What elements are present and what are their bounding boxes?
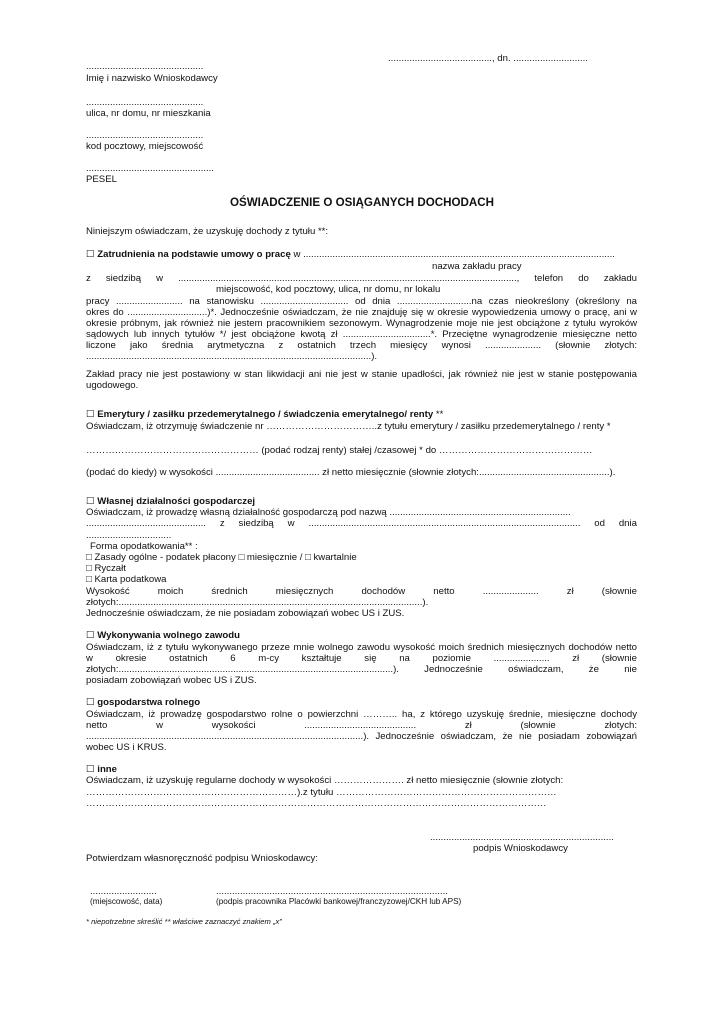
business-heading-line: [86, 496, 255, 507]
freelance-line-2: w okresie ostatnich 6 m-cy kształtuje się na poziomie ..................... zł (słownie: [86, 653, 637, 664]
applicant-signature-label: podpis Wnioskodawcy: [473, 843, 568, 854]
employment-heading: Zatrudnienia na podstawie umowy o pracę: [97, 249, 291, 260]
freelance-heading-line: [86, 630, 240, 641]
freelance-line-4: posiadam zobowiązań wobec US i ZUS.: [86, 675, 257, 686]
pesel-label: PESEL: [86, 174, 117, 185]
place-date-line: ......................................., dn. ............................: [388, 53, 588, 64]
name-dots: ............................................: [86, 61, 204, 72]
signature-confirmation-text: Potwierdzam własnoręczność podpisu Wnioskodawcy:: [86, 853, 318, 864]
farm-line-2: netto w wysokości .......................................... zł (słownie złotych:: [86, 720, 637, 731]
business-heading: Własnej działalności gospodarczej: [97, 496, 256, 507]
employment-line-8: sądowych lub innych tytułów */ jest obciążone kwotą zł .................................*. Przeciętne wynagrodzenie miesięczne netto: [86, 329, 637, 340]
other-heading: inne: [97, 764, 118, 775]
freelance-line-3: złotych:.......................................................................................................). Jednocześnie oświadczam, że nie: [86, 664, 637, 675]
farm-line-1: Oświadczam, iż prowadzę gospodarstwo rolne o powierzchni ……….. ha, z którego uzyskuję średnie, miesięczne dochody: [86, 709, 637, 720]
employment-heading-line: [86, 249, 615, 260]
employment-line-5: pracy ......................... na stanowisku ................................. od dnia ............................na czas nieokreślony (określony na: [86, 296, 637, 307]
business-line-8: Wysokość moich średnich miesięcznych dochodów netto ..................... zł (słownie: [86, 586, 637, 597]
document-title: OŚWIADCZENIE O OSIĄGANYCH DOCHODACH: [229, 196, 495, 209]
freelance-checkbox[interactable]: ☐: [86, 630, 95, 641]
farm-line-3: ........................................................................................................). Jednocześnie oświadczam, że nie posiadam zobowiązań: [86, 731, 637, 742]
employer-address-hint: miejscowość, kod pocztowy, ulica, nr domu, nr lokalu: [216, 284, 441, 295]
applicant-signature-dots: .....................................................................: [430, 832, 614, 843]
business-line-3: ................................: [86, 530, 172, 541]
street-dots: ............................................: [86, 97, 204, 108]
employment-line-3: z siedzibą w ..............................................................................................................................., telefon do zakładu: [86, 273, 637, 284]
other-heading-line: [86, 764, 117, 775]
business-line-10: Jednocześnie oświadczam, że nie posiadam zobowiązań wobec US i ZUS.: [86, 608, 405, 619]
tax-card-option[interactable]: □ Karta podatkowa: [86, 574, 167, 585]
employer-status-line-1: Zakład pracy nie jest postawiony w stan likwidacji ani nie jest w stanie upadłości, jak również nie jest w stanie postępowania: [86, 369, 637, 380]
employer-status-line-2: ugodowego.: [86, 380, 139, 391]
employment-checkbox[interactable]: ☐: [86, 249, 95, 260]
other-line-2: …………………………………………………………).z tytułu ……………………………………………………………: [86, 787, 557, 798]
freelance-line-1: Oświadczam, iż z tytułu wykonywanego przeze mnie wolnego zawodu wysokość moich średnich miesięcznych dochodów netto: [86, 642, 637, 653]
footnote: * niepotrzebne skreślić ** właściwe zaznaczyć znakiem „x”: [86, 917, 282, 926]
place-date-label: (miejscowość, data): [90, 897, 163, 906]
pension-stars: **: [435, 409, 444, 420]
employment-line-10: ...........................................................................................................).: [86, 351, 378, 362]
tax-form-label: Forma opodatkowania** :: [90, 541, 198, 552]
postcode-label: kod pocztowy, miejscowość: [86, 141, 204, 152]
pension-line-3: (podać do kiedy) w wysokości ....................................... zł netto miesięcznie (słownie złotych:.................................................).: [86, 467, 616, 478]
street-label: ulica, nr domu, nr mieszkania: [86, 108, 211, 119]
farm-heading: gospodarstwa rolnego: [97, 697, 201, 708]
business-line-1: Oświadczam, iż prowadzę własną działalność gospodarczą pod nazwą ....................................................................: [86, 507, 571, 518]
freelance-heading: Wykonywania wolnego zawodu: [97, 630, 240, 641]
staff-signature-label: (podpis pracownika Placówki bankowej/franczyzowej/CKH lub APS): [216, 897, 462, 906]
employment-line-9: liczone jako średnia arytmetyczna z ostatnich trzech miesięcy wynosi ..................... (słownie złotych:: [86, 340, 637, 351]
business-line-9: złotych:..................................................................................................................).: [86, 597, 429, 608]
staff-signature-dots: .......................................................................................: [216, 886, 448, 897]
pension-checkbox[interactable]: ☐: [86, 409, 95, 420]
employment-line-7: okresie próbnym, jak również nie jestem pracownikiem sezonowym. Wynagrodzenie moje nie jest obciążone z tytułu wyroków: [86, 318, 637, 329]
tax-general-rules-option[interactable]: □ Zasady ogólne - podatek płacony □ miesięcznie / □ kwartalnie: [86, 552, 357, 563]
pesel-dots: ................................................: [86, 163, 214, 174]
postcode-dots: ............................................: [86, 130, 204, 141]
employment-line-6: okres do ..............................)*. Jednocześnie oświadczam, że nie znajduję się w okresie wypowiedzenia umowy o pracę, ani w: [86, 307, 637, 318]
pension-heading-line: [86, 409, 443, 420]
other-line-3: ………………………………………………………………………………………………………………………………: [86, 798, 547, 809]
business-checkbox[interactable]: ☐: [86, 496, 95, 507]
employment-line-1: w .....................................................................................................................: [293, 249, 615, 260]
employer-name-hint: nazwa zakładu pracy: [432, 261, 522, 272]
place-date-dots: .........................: [90, 886, 157, 897]
business-line-2: ............................................. z siedzibą w ...................................................................................................... od dnia: [86, 518, 637, 529]
farm-checkbox[interactable]: ☐: [86, 697, 95, 708]
other-line-1: Oświadczam, iż uzyskuję regularne dochody w wysokości …………………. zł netto miesięcznie (słownie złotych:: [86, 775, 564, 786]
pension-line-1: Oświadczam, iż otrzymuję świadczenie nr ……………………………..z tytułu emerytury / zasiłku przedemerytalnego / renty *: [86, 421, 611, 432]
name-label: Imię i nazwisko Wnioskodawcy: [86, 73, 218, 84]
pension-heading: Emerytury / zasiłku przedemerytalnego / świadczenia emerytalnego/ renty: [97, 409, 434, 420]
tax-lump-sum-option[interactable]: □ Ryczałt: [86, 563, 126, 574]
intro-text: Niniejszym oświadczam, że uzyskuję dochody z tytułu **:: [86, 226, 329, 237]
pension-line-2: ……………………………………………… (podać rodzaj renty) stałej /czasowej * do …………………………………………: [86, 445, 593, 456]
farm-line-4: wobec US i KRUS.: [86, 742, 167, 753]
farm-heading-line: [86, 697, 200, 708]
other-checkbox[interactable]: ☐: [86, 764, 95, 775]
